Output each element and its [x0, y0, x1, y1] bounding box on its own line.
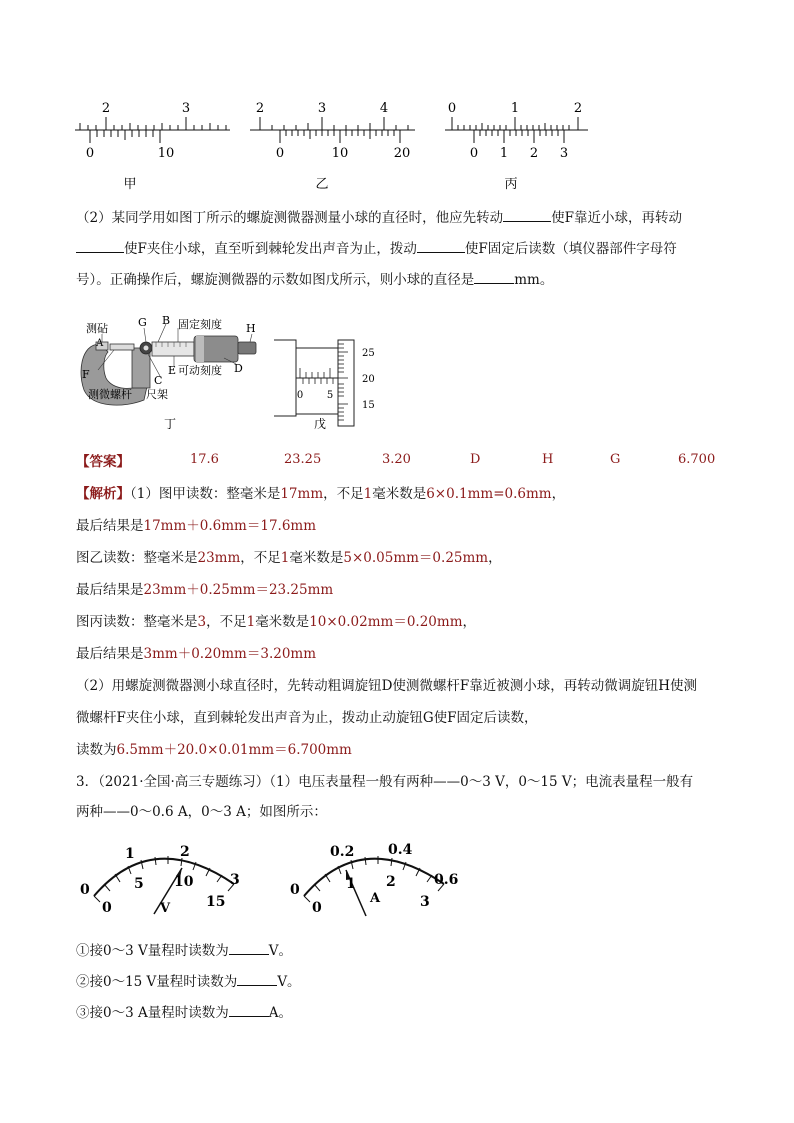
label-E: E: [168, 364, 177, 377]
volt-outer-1: 1: [125, 846, 135, 862]
bing-main-2: 2: [573, 101, 583, 116]
analysis-line-5: 图丙读数：整毫米是3，不足1毫米数是10×0.02mm＝0.20mm，: [76, 614, 476, 630]
analysis-line-1: 【解析】（1）图甲读数：整毫米是17mm，不足1毫米数是6×0.1mm=0.6mm，: [76, 486, 566, 502]
label-F: F: [82, 368, 90, 381]
answer-blank-4: [474, 269, 514, 284]
answer-blank-6: [237, 971, 277, 986]
amp-inner-2: 2: [386, 874, 396, 890]
sleeve-tick-5: 5: [326, 390, 334, 401]
thimble-tick-20: 20: [362, 374, 375, 385]
analysis-line-9: 读数为6.5mm＋20.0×0.01mm＝6.700mm: [76, 742, 352, 758]
thimble-edge: [196, 336, 204, 362]
jia-main-2: 2: [101, 101, 111, 116]
bing-vernier-2: 2: [529, 146, 539, 161]
thimble-tick-15: 15: [362, 400, 375, 411]
vernier-yi: [250, 101, 415, 192]
sleeve-tick-0: 0: [296, 390, 304, 401]
volt-inner-0: 0: [102, 900, 112, 916]
yi-vernier-0: 0: [275, 146, 285, 161]
answer-value-4: D: [470, 452, 481, 467]
label-B: B: [162, 314, 171, 327]
analysis-line-3: 图乙读数：整毫米是23mm，不足1毫米数是5×0.05mm＝0.25mm，: [76, 550, 502, 566]
bing-vernier-0: 0: [469, 146, 479, 161]
label-D: D: [234, 362, 243, 375]
amp-outer-0-6: 0.6: [434, 872, 459, 888]
amp-outer-0: 0: [290, 882, 300, 898]
voltmeter-scale-arc: [94, 859, 234, 896]
thimble-scale: [338, 340, 354, 426]
vernier-bing: [445, 101, 588, 192]
bing-caption: 丙: [504, 177, 518, 192]
yi-main-2: 2: [255, 101, 265, 116]
answer-label: 【答案】: [76, 454, 130, 470]
q3-sub-1: ①接0～3 V量程时读数为 V。: [76, 940, 292, 961]
label-A: A: [96, 338, 104, 349]
lock-knob-center: [144, 346, 149, 351]
label-fixed-scale: 固定刻度: [178, 318, 222, 331]
label-spindle: 测微螺杆: [88, 388, 132, 401]
label-G: G: [138, 316, 147, 329]
analysis-line-2: 最后结果是17mm＋0.6mm＝17.6mm: [76, 518, 317, 534]
thimble-tick-25: 25: [362, 348, 375, 359]
label-frame: 尺架: [146, 388, 168, 401]
spindle: [110, 344, 134, 350]
label-H: H: [246, 322, 256, 335]
ratchet: [238, 342, 256, 354]
q2-line-3: 号）。正确操作后，螺旋测微器的示数如图戊所示，则小球的直径是 mm。: [76, 269, 553, 290]
q3-line-1: 3．（2021·全国·高三专题练习）（1）电压表量程一般有两种——0～3 V，0～15 V；电流表量程一般有: [76, 774, 694, 790]
volt-inner-10: 10: [174, 874, 194, 890]
bing-main-1: 1: [510, 101, 520, 116]
analysis-line-7: （2）用螺旋测微器测小球直径时，先转动粗调旋钮D使测微螺杆F靠近被测小球，再转动微调旋钮H使测: [76, 678, 698, 694]
answer-blank-2: [76, 238, 124, 253]
caption-wu: 戊: [313, 417, 327, 431]
answer-value-7: 6.700: [678, 452, 716, 467]
vernier-diagrams: [60, 95, 620, 195]
caption-ding: 丁: [163, 417, 177, 431]
volt-outer-2: 2: [180, 844, 190, 860]
answer-blank-5: [229, 940, 269, 955]
yi-vernier-20: 20: [393, 146, 411, 161]
answer-value-6: G: [610, 452, 621, 467]
label-anvil: 测砧: [86, 322, 108, 335]
amp-inner-0: 0: [312, 900, 322, 916]
voltmeter-diagram: [70, 838, 260, 923]
sleeve: [152, 342, 194, 356]
label-C: C: [154, 374, 163, 387]
vernier-jia: [75, 101, 230, 192]
yi-vernier-10: 10: [331, 146, 349, 161]
volt-outer-0: 0: [80, 882, 90, 898]
amp-outer-0-2: 0.2: [330, 844, 355, 860]
volt-unit: V: [160, 901, 171, 916]
answer-blank-3: [417, 238, 465, 253]
answer-blank-7: [229, 1002, 269, 1017]
q3-sub-2: ②接0～15 V量程时读数为 V。: [76, 971, 301, 992]
amp-outer-0-4: 0.4: [388, 842, 413, 858]
analysis-line-4: 最后结果是23mm＋0.25mm＝23.25mm: [76, 582, 334, 598]
bing-main-0: 0: [447, 101, 457, 116]
yi-main-3: 3: [317, 101, 327, 116]
answer-blank-1: [503, 207, 551, 222]
jia-vernier-0: 0: [85, 146, 95, 161]
yi-caption: 乙: [315, 177, 329, 192]
analysis-line-6: 最后结果是3mm＋0.20mm＝3.20mm: [76, 646, 317, 662]
q3-sub-3: ③接0～3 A量程时读数为 A。: [76, 1002, 292, 1023]
answer-value-1: 17.6: [190, 452, 219, 467]
ammeter-diagram: [280, 838, 470, 923]
answer-value-5: H: [542, 452, 554, 467]
volt-outer-3: 3: [230, 872, 240, 888]
jia-caption: 甲: [123, 177, 137, 192]
answer-value-3: 3.20: [382, 452, 411, 467]
answer-value-2: 23.25: [284, 452, 322, 467]
bing-vernier-3: 3: [559, 146, 569, 161]
bing-vernier-1: 1: [499, 146, 509, 161]
volt-inner-15: 15: [206, 894, 226, 910]
jia-main-3: 3: [181, 101, 191, 116]
yi-main-4: 4: [379, 101, 389, 116]
analysis-line-8: 微螺杆F夹住小球，直到棘轮发出声音为止，拨动止动旋钮G使F固定后读数，: [76, 710, 538, 726]
q2-line-1: （2）某同学用如图丁所示的螺旋测微器测量小球的直径时，他应先转动 使F靠近小球，再转动: [76, 207, 682, 228]
micrometer-diagram: [74, 312, 274, 432]
q2-line-2: 使F夹住小球，直至听到棘轮发出声音为止，拨动 使F固定后读数（填仪器部件字母符: [76, 238, 677, 259]
micrometer-reading: [270, 336, 390, 436]
volt-inner-5: 5: [134, 876, 144, 892]
amp-inner-1: 1: [346, 876, 356, 892]
label-movable-scale: 可动刻度: [178, 364, 222, 377]
q3-line-2: 两种——0～0.6 A，0～3 A；如图所示：: [76, 804, 327, 820]
amp-inner-3: 3: [420, 894, 430, 910]
jia-vernier-10: 10: [157, 146, 175, 161]
amp-unit: A: [370, 891, 381, 906]
